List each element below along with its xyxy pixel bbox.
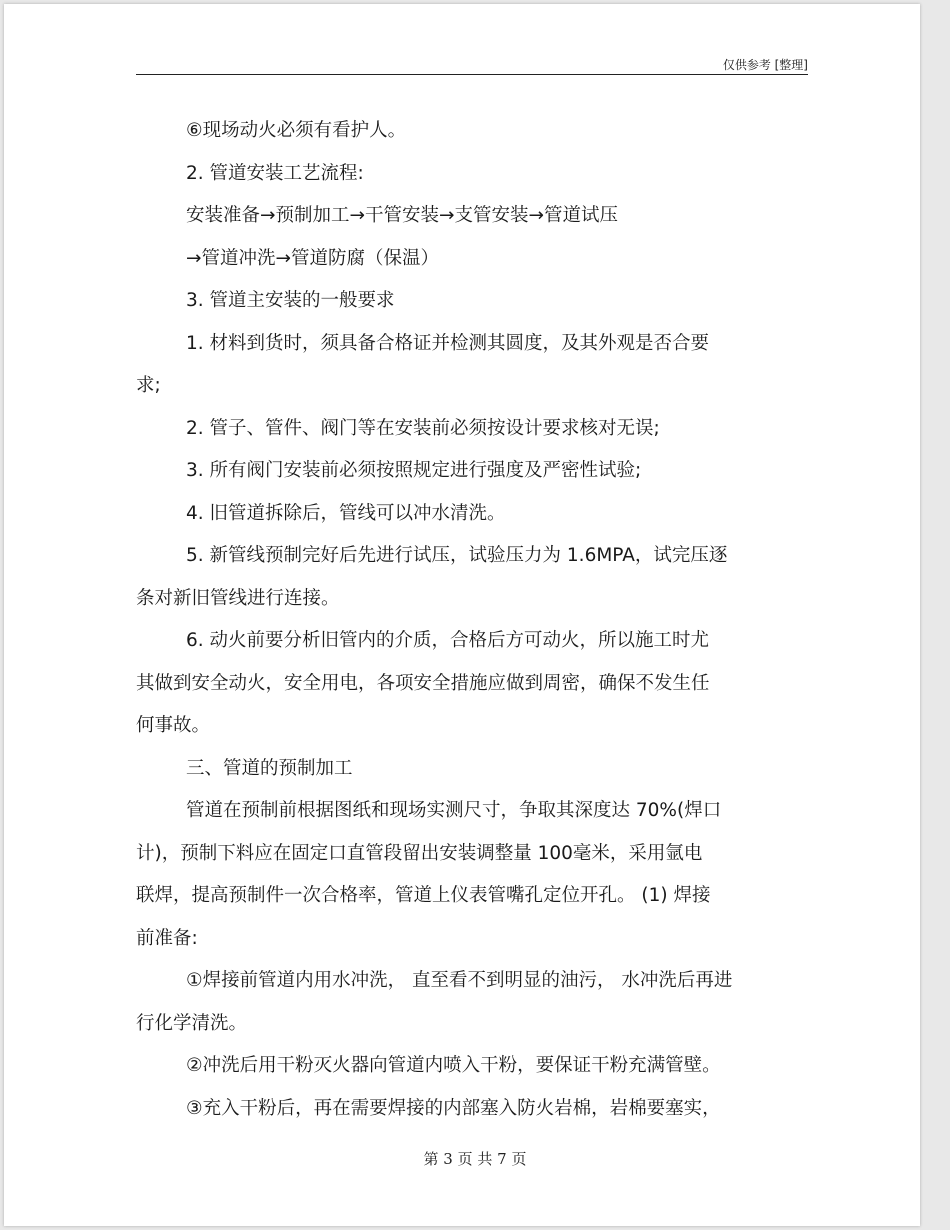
body-line: 2. 管道安装工艺流程: <box>186 162 364 184</box>
body-line: 2. 管子、管件、阀门等在安装前必须按设计要求核对无误; <box>186 417 660 439</box>
body-line: ③充入干粉后，再在需要焊接的内部塞入防火岩棉，岩棉要塞实， <box>186 1097 721 1119</box>
body-line: 行化学清洗。 <box>136 1012 248 1034</box>
body-line: 条对新旧管线进行连接。 <box>136 587 340 609</box>
document-body <box>136 110 808 1130</box>
body-line: 其做到安全动火，安全用电，各项安全措施应做到周密，确保不发生任 <box>136 672 710 694</box>
body-line: 三、管道的预制加工 <box>186 757 353 779</box>
body-line: →管道冲洗→管道防腐（保温） <box>186 247 440 269</box>
body-line: 5. 新管线预制完好后先进行试压，试验压力为 1.6MPA，试完压逐 <box>186 545 728 566</box>
body-line: ②冲洗后用干粉灭火器向管道内喷入干粉，要保证干粉充满管壁。 <box>186 1055 721 1076</box>
body-line: 4. 旧管道拆除后，管线可以冲水清洗。 <box>186 502 506 524</box>
body-line: 联焊，提高预制件一次合格率，管道上仪表管嘴孔定位开孔。 (1) 焊接 <box>136 885 711 906</box>
body-line: 求; <box>136 375 161 396</box>
body-line: 3. 管道主安装的一般要求 <box>186 290 395 311</box>
body-line: ⑥现场动火必须有看护人。 <box>186 120 407 141</box>
body-line: 管道在预制前根据图纸和现场实测尺寸，争取其深度达 70%(焊口 <box>186 800 722 821</box>
body-line: 1. 材料到货时，须具备合格证并检测其圆度，及其外观是否合要 <box>186 332 710 354</box>
body-line: 何事故。 <box>136 715 211 736</box>
header-divider <box>136 74 808 75</box>
body-line: 前准备: <box>136 927 198 949</box>
body-line: 安装准备→预制加工→干管安装→支管安装→管道试压 <box>186 205 619 226</box>
page-footer-number: 第 3 页 共 7 页 <box>423 1150 527 1168</box>
body-line: 3. 所有阀门安装前必须按照规定进行强度及严密性试验; <box>186 460 642 481</box>
page-header-note: 仅供参考 [整理] <box>722 58 808 72</box>
body-line: ①焊接前管道内用水冲洗， 直至看不到明显的油污， 水冲洗后再进 <box>186 970 733 991</box>
body-line: 6. 动火前要分析旧管内的介质，合格后方可动火，所以施工时尤 <box>186 630 710 651</box>
body-line: 计)，预制下料应在固定口直管段留出安装调整量 100毫米，采用氩电 <box>136 842 703 864</box>
